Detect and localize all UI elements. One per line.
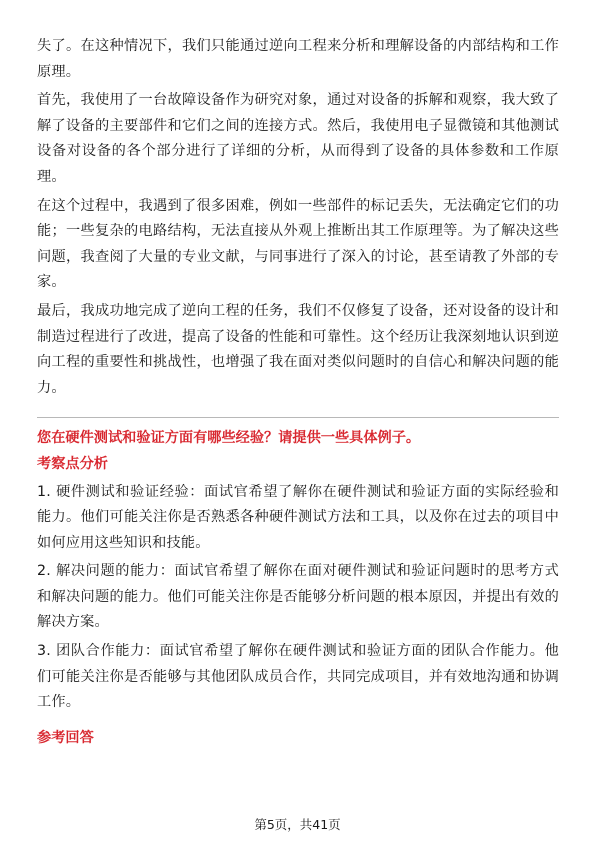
reference-answer-title: 参考回答 <box>37 729 94 746</box>
analysis-title: 考察点分析 <box>37 455 108 472</box>
section-divider <box>37 417 559 418</box>
interview-question: 您在硬件测试和验证方面有哪些经验？请提供一些具体例子。 <box>37 430 421 447</box>
body-paragraph-2: 首先，我使用了一台故障设备作为研究对象，通过对设备的拆解和观察，我大致了解了设备的主要部件和它们之间的连接方式。然后，我使用电子显微镜和其他测试设备对设备的各个部分进行了详细的分析，从而得到了设备的具体参数和工作原理。 <box>37 92 559 185</box>
page-content <box>37 34 559 766</box>
analysis-point-3: 3. 团队合作能力：面试官希望了解你在硬件测试和验证方面的团队合作能力。他们可能关注你是否能够与其他团队成员合作，共同完成项目，并有效地沟通和协调工作。 <box>37 643 559 711</box>
analysis-point-2: 2. 解决问题的能力：面试官希望了解你在面对硬件测试和验证问题时的思考方式和解决问题的能力。他们可能关注你是否能够分析问题的根本原因，并提出有效的解决方案。 <box>37 563 559 631</box>
body-paragraph-4: 最后，我成功地完成了逆向工程的任务，我们不仅修复了设备，还对设备的设计和制造过程进行了改进，提高了设备的性能和可靠性。这个经历让我深刻地认识到逆向工程的重要性和挑战性，也增强了我在面对类似问题时的自信心和解决问题的能力。 <box>37 302 559 396</box>
body-paragraph-3: 在这个过程中，我遇到了很多困难，例如一些部件的标记丢失，无法确定它们的功能；一些复杂的电路结构，无法直接从外观上推断出其工作原理等。为了解决这些问题，我查阅了大量的专业文献，与同事进行了深入的讨论，甚至请教了外部的专家。 <box>37 197 559 291</box>
analysis-point-1: 1. 硬件测试和验证经验：面试官希望了解你在硬件测试和验证方面的实际经验和能力。他们可能关注你是否熟悉各种硬件测试方法和工具，以及你在过去的项目中如何应用这些知识和技能。 <box>37 483 559 551</box>
body-paragraph-1: 失了。在这种情况下，我们只能通过逆向工程来分析和理解设备的内部结构和工作原理。 <box>37 38 559 80</box>
page-footer: 第5页，共41页 <box>254 817 341 832</box>
